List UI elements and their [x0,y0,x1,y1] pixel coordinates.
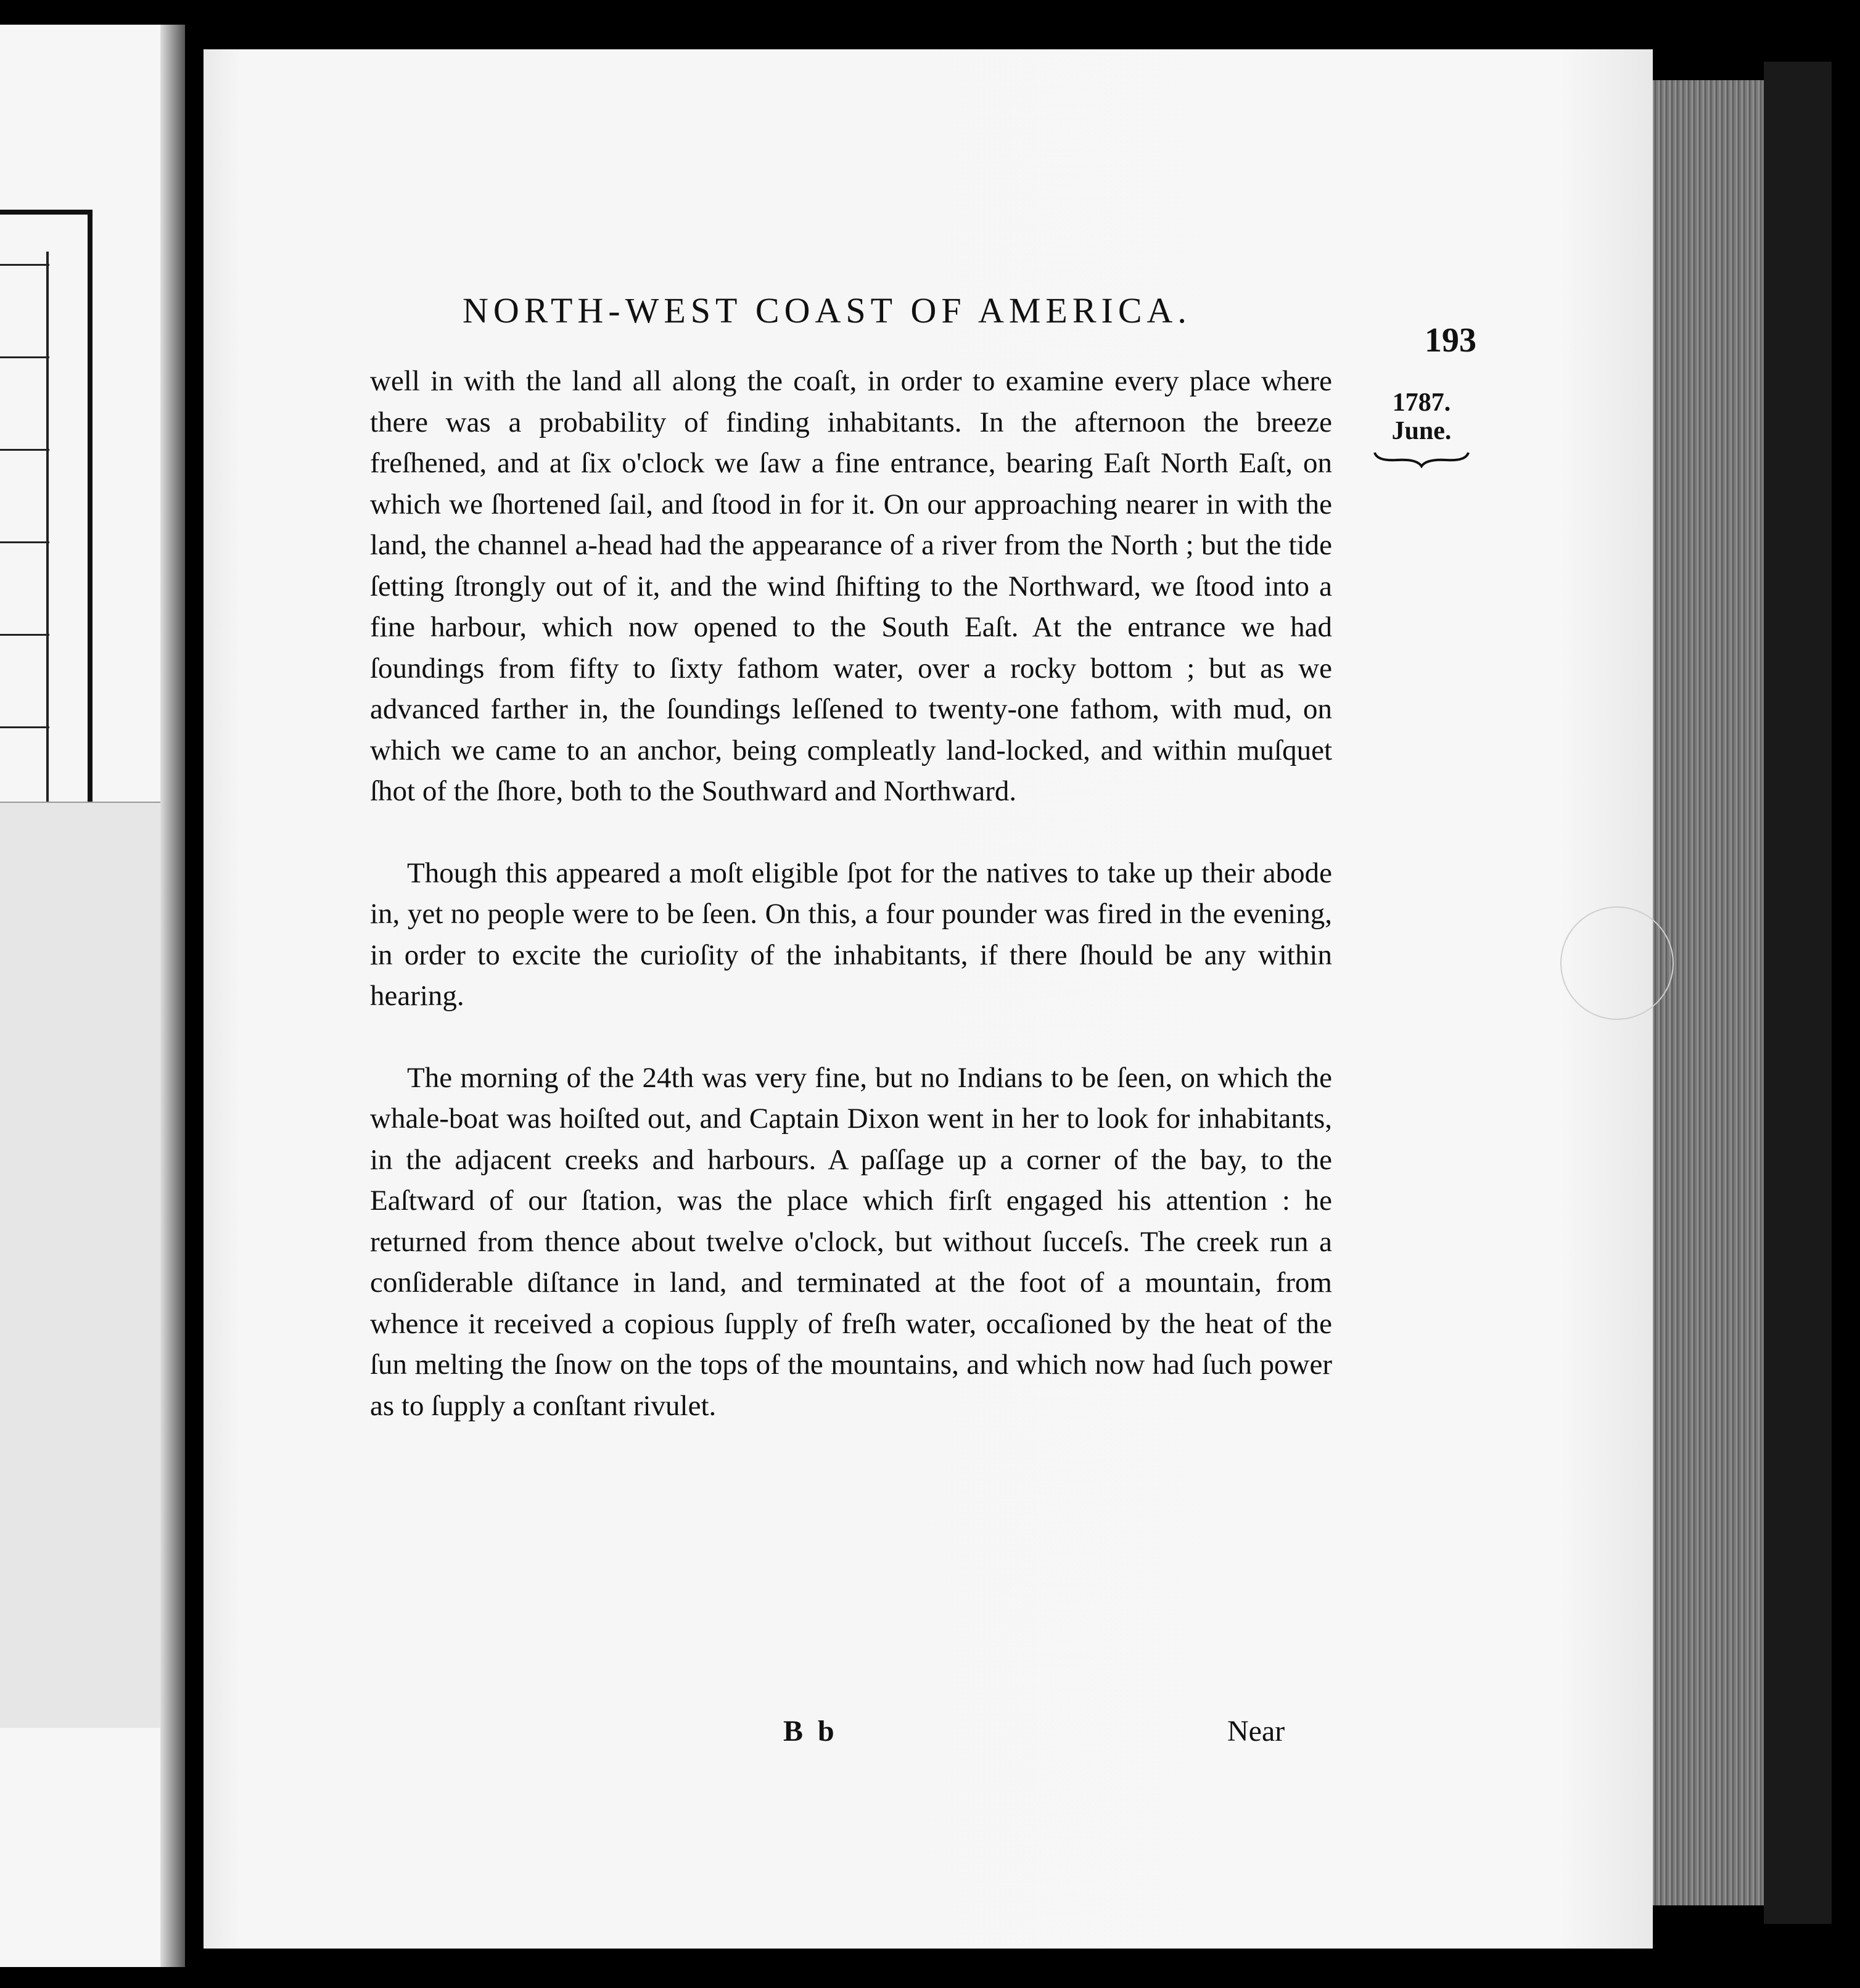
catchword: Near [1227,1715,1285,1748]
body-text [370,361,1332,1426]
page-number: 193 [1425,321,1476,359]
ruler-tick [0,634,49,636]
ruler-tick [0,449,49,451]
paragraph: Though this appeared a moſt eligible ſpot for the natives to take up their abode in, yet no people were to be ſeen. On this, a four pounder was fired in the evening, in order to excite the curioſity of the inhabitants, if there ſhould be any within hearing. [370,856,1332,1012]
ruler-tick [0,726,49,728]
paragraph: well in with the land all along the coaſt, in order to examine every place where there was a probability of finding inhabitants. In the afternoon the breeze freſhened, and at ſix o'clock we ſaw a fine entrance, bearing Eaſt North Eaſt, on which we ſhortened ſail, and ſtood in for it. On our approaching nearer in with the land, the channel a-head had the appearance of a river from the North ; but the tide ſetting ſtrongly out of it, and the wind ſhifting to the Northward, we ſtood into a fine harbour, which now opened to the South Eaſt. At the entrance we had ſoundings from fifty to ſixty fathom water, over a rocky bottom ; but as we advanced farther in, the ſoundings leſſened to twenty-one fathom, with mud, on which we came to an anchor, being compleatly land-locked, and within muſquet ſhot of the ſhore, both to the Southward and Northward. [370,365,1332,807]
ruler-tick [0,541,49,543]
library-stamp-bleedthrough [1560,906,1674,1020]
folded-sheet [0,802,185,1728]
margin-note-month: June. [1391,417,1452,445]
signature-mark: B b [783,1715,838,1748]
brace-icon [1372,450,1471,469]
paragraph: The morning of the 24th was very fine, but no Indians to be ſeen, on which the whale-boat was hoiſted out, and Captain Dixon went in her to look for inhabitants, in the adjacent creeks and harbours. A paſſage up a corner of the bay, to the Eaſtward of our ſtation, was the place which firſt engaged his attention : he returned from thence about twelve o'clock, but without ſucceſs. The creek run a conſiderable diſtance in land, and terminated at the foot of a mountain, from whence it received a copious ſupply of freſh water, occaſioned by the heat of the ſun melting the ſnow on the tops of the mountains, and which now had ſuch power as to ſupply a conſtant rivulet. [370,1061,1332,1422]
book-spine [185,25,204,1967]
gutter-shadow [160,25,185,1967]
ruler-tick [0,264,49,266]
ruler-tick [0,356,49,358]
book-edge-shadow [1764,62,1832,1924]
running-head: NORTH-WEST COAST OF AMERICA. [463,290,1191,331]
facing-page-edge [0,25,185,1967]
margin-note [1372,388,1471,445]
margin-note-year: 1787. [1392,388,1451,417]
